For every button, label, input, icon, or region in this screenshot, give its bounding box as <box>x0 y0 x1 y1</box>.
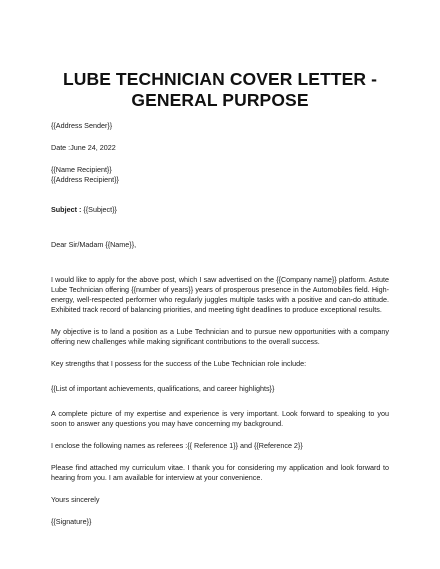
letter-body <box>51 121 389 527</box>
paragraph-closing-remarks: Please find attached my curriculum vitae. I thank you for considering my application and look forward to hearing from you. I am available for interview at your convenience. <box>51 463 389 482</box>
paragraph-intro: I would like to apply for the above post, which I saw advertised on the {{Company name}} platform. Astute Lube Technician offering {{number of years}} years of prosperous presence in the Automobiles field. High-energy, well-respected performer who regularly juggles multiple tasks with a positive and can-do attitude. Exhibited track record of balancing priorities, and meeting tight deadlines to produce exceptional results. <box>51 275 389 314</box>
recipient-name: {{Name Recipient}} <box>51 165 112 174</box>
date-value: June 24, 2022 <box>70 143 116 152</box>
subject-value: {{Subject}} <box>81 205 117 214</box>
paragraph-objective: My objective is to land a position as a Lube Technician and to pursue new opportunities with a company offering new challenges while making significant contributions to the overall success. <box>51 327 389 346</box>
closing: Yours sincerely <box>51 495 100 504</box>
document-title-line-2: GENERAL PURPOSE <box>131 90 309 110</box>
subject-label: Subject : <box>51 205 82 214</box>
recipient-address: {{Address Recipient}} <box>51 175 119 184</box>
letter-date <box>51 143 389 153</box>
sender-address: {{Address Sender}} <box>51 121 113 130</box>
salutation: Dear Sir/Madam {{Name}}, <box>51 240 137 249</box>
date-label: Date : <box>51 143 71 152</box>
paragraph-key-strengths: Key strengths that I possess for the success of the Lube Technician role include: <box>51 359 307 368</box>
document-title-line-1: LUBE TECHNICIAN COVER LETTER - <box>62 69 378 89</box>
paragraph-referees: I enclose the following names as referees :{{ Reference 1}} and {{Reference 2}} <box>51 441 303 450</box>
paragraph-expertise: A complete picture of my expertise and experience is very important. Look forward to speaking to you soon to answer any questions you may have concerning my background. <box>51 409 389 428</box>
paragraph-achievements: {{List of important achievements, qualifications, and career highlights}} <box>51 384 275 393</box>
signature: {{Signature}} <box>51 517 92 526</box>
subject-line <box>51 205 389 215</box>
